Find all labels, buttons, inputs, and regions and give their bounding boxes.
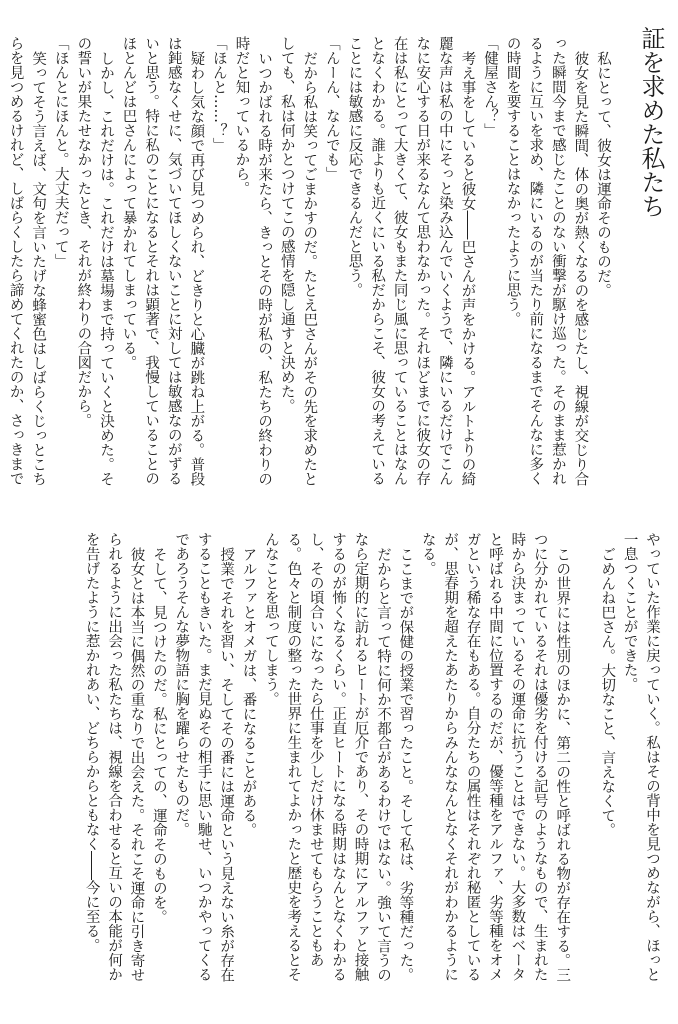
text-line: 時だと知っているから。 <box>233 36 250 196</box>
text-line: が、思春期を超えたあたりからみんななんとなくそれがわかるように <box>442 532 459 982</box>
text-line: 授業でそれを習い、そしてその番には運命という見えない糸が存在 <box>218 546 235 982</box>
text-line: ここまでが保健の授業で習ったこと。そして私は、劣等種だった。 <box>397 546 414 982</box>
text-line: 「健屋さん？」 <box>482 36 499 138</box>
text-line: らを見つめるけれど、しばらくしたら諦めてくれたのか、さっきまで <box>7 36 24 486</box>
text-line: 疑わし気な顔で再び見つめられ、どきりと心臓が跳ね上がる。普段 <box>188 50 205 486</box>
text-line: 彼女とは本当に偶然の重なりで出会えた。それこそ運命に引き寄せ <box>128 546 145 982</box>
text-line: するのが怖くなるくらい。正直ヒートになる時期はなんとなくわかる <box>330 532 347 982</box>
text-line: ことには敏感に反応できるんだと思う。 <box>346 36 363 297</box>
text-line: と呼ばれる中間に位置するのだが、優等種をアルファ、劣等種をオメ <box>486 532 503 982</box>
text-line: なら定期的に訪れるヒートが厄介であり、その時期にアルファと接触 <box>352 532 369 982</box>
text-line: しかし、これだけは。これだけは墓場まで持っていくと決めた。そ <box>97 50 114 486</box>
bottom-text-block <box>80 532 663 992</box>
text-line: となくわかる。誰よりも近くにいる私だからこそ、彼女の考えている <box>369 36 386 486</box>
text-line: そして、見つけたのだ。私にとっての、運命そのものを。 <box>150 546 167 924</box>
text-line: なる。 <box>419 532 436 576</box>
text-line: る。色々と制度の整った世界に生まれてよかったと歴史を考えるとそ <box>285 532 302 982</box>
text-line: だから私は笑ってごまかすのだ。たとえ巴さんがその先を求めたと <box>301 50 318 486</box>
text-line: つに分かれているそれは優劣を付ける記号のようなもので、生まれた <box>531 532 548 982</box>
text-line: は鈍感なくせに、気づいてほしくないことに対しては敏感なのがずる <box>165 36 182 486</box>
text-line: 私にとって、彼女は運命そのものだ。 <box>595 50 611 297</box>
text-line: んなことを思ってしまう。 <box>262 532 279 706</box>
text-line: るように互いを求め、隣にいるのが当たり前になるまでそんなに多く <box>527 36 544 486</box>
text-line: を告げたように惹かれあい、どちらからともなく――今に至る。 <box>83 532 100 953</box>
text-line: であろうそんな夢物語に胸を躍らせたものだ。 <box>173 532 190 837</box>
text-line: 在は私にとって大きくて、彼女もまた同じ風に思っていることはなん <box>391 36 408 486</box>
text-line: いつかばれる時が来たら、きっとその時が私の、私たちの終わりの <box>256 50 273 486</box>
text-line: 麗な声は私の中にそっと染み込んでいくようで、隣にいるだけでこん <box>436 36 453 486</box>
text-line: ごめんね巴さん。大切なこと、言えなくて。 <box>599 546 616 837</box>
text-line: 「ほんと……？」 <box>210 36 227 152</box>
blank-line <box>573 532 596 992</box>
top-text-block <box>4 36 614 496</box>
text-line: 考え事をしていると彼女――巴さんが声をかける。アルトよりの綺 <box>459 50 476 486</box>
text-line: いと思う。特に私のことになるとそれは顕著で、我慢していることの <box>143 36 160 486</box>
text-line: この世界には性別のほかに、第二の性と呼ばれる物が存在する。三 <box>554 546 571 982</box>
text-line: することもきいた。まだ見ぬその相手に思い馳せ、いつかやってくる <box>195 532 212 982</box>
text-line: アルファとオメガは、番になることがある。 <box>240 546 257 837</box>
text-line: 一息つくことができた。 <box>621 532 638 692</box>
text-line: しても、私は何かとつけてこの感情を隠し通すと決めた。 <box>278 36 295 413</box>
text-line: だからと言って特に何か不都合があるわけではない。強いて言うの <box>374 546 391 982</box>
text-line: の時間を要することはなかったように思う。 <box>504 36 521 326</box>
text-line: ほとんどは巴さんによって暴かれてしまっている。 <box>120 36 137 370</box>
text-line: ガという稀な存在もある。自分たちの属性はそれぞれ秘匿としている <box>464 532 481 982</box>
text-line: し、その頃合いになったら仕事を少しだけ休ませてもらうこともあ <box>307 532 324 967</box>
text-line: なに安心する日が来るなんて思わなかった。それほどまでに彼女の存 <box>414 36 431 486</box>
text-line: 時から決まっているその運命に抗うことはできない。大多数はベータ <box>509 532 526 982</box>
text-line: の誓いが果たせなかったとき、それが終わりの合図だから。 <box>75 36 92 428</box>
text-line: 「ほんとにほんと。大丈夫だって」 <box>52 36 69 268</box>
text-line: られるように出会った私たちは、視線を合わせると互いの本能が何か <box>106 532 123 982</box>
text-line: った瞬間今まで感じたことのない衝撃が駆け巡った。そのまま惹かれ <box>549 36 566 486</box>
text-line: 笑ってそう言えば、文句を言いたげな蜂蜜色はしばらくじっとこち <box>30 50 47 486</box>
text-line: やっていた作業に戻っていく。私はその背中を見つめながら、ほっと <box>644 532 660 982</box>
page-title: 証を求めた私たち <box>637 26 665 218</box>
text-line: 「んーん、なんでも」 <box>323 36 340 181</box>
text-line: 彼女を見た瞬間、体の奥が熱くなるのを感じたし、視線が交じり合 <box>572 50 589 486</box>
